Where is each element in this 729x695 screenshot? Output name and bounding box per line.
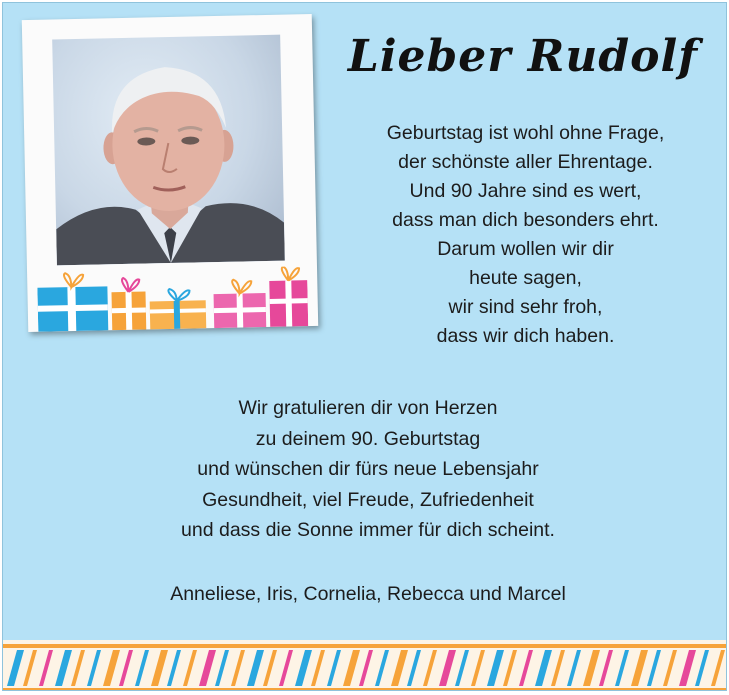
portrait-photo — [52, 35, 285, 266]
birthday-poem — [328, 119, 723, 351]
birthday-card — [2, 2, 727, 691]
message-line: Gesundheit, viel Freude, Zufriedenheit — [202, 488, 534, 511]
photo-frame — [22, 14, 318, 332]
message-line: zu deinem 90. Geburtstag — [255, 427, 481, 450]
poem-line: heute sagen, — [469, 267, 582, 289]
poem-line: wir sind sehr froh, — [448, 296, 603, 318]
congratulation-message — [63, 393, 673, 546]
poem-line: dass man dich besonders ehrt. — [392, 209, 659, 231]
signature-names: Anneliese, Iris, Cornelia, Rebecca und Marcel — [170, 583, 566, 605]
poem-line: der schönste aller Ehrentage. — [398, 151, 653, 173]
poem-line: dass wir dich haben. — [436, 325, 615, 347]
poem-line: Darum wollen wir dir — [437, 238, 614, 260]
gift-boxes-illustration — [37, 266, 308, 332]
card-heading: Lieber Rudolf — [347, 31, 699, 82]
poem-line: Und 90 Jahre sind es wert, — [409, 180, 642, 202]
decorative-stripe-border — [3, 640, 727, 691]
poem-line: Geburtstag ist wohl ohne Frage, — [386, 122, 665, 144]
message-line: und dass die Sonne immer für dich scheint. — [181, 519, 555, 541]
message-line: Wir gratulieren dir von Herzen — [238, 397, 498, 419]
message-line: und wünschen dir fürs neue Lebensjahr — [197, 458, 539, 480]
